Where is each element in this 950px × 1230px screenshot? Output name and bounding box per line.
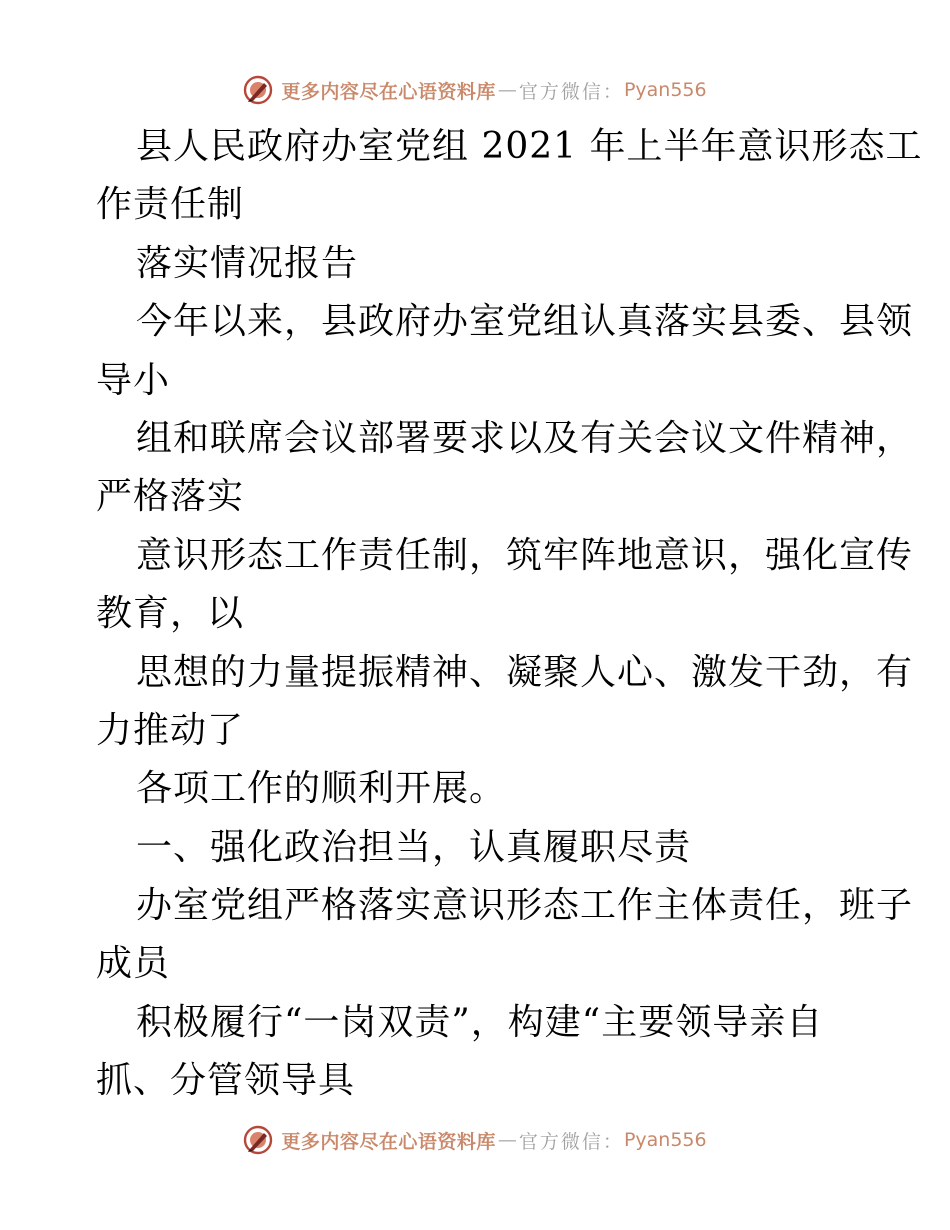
header-watermark [0,72,950,108]
document-line: 办室党组严格落实意识形态工作主体责任，班子 [136,885,914,927]
watermark-separator: — [497,1129,517,1151]
document-line: 今年以来，县政府办室党组认真落实县委、县领 [136,301,914,343]
document-line: 成员 [96,943,171,985]
document-line: 各项工作的顺利开展。 [136,768,507,810]
watermark-wechat-id: Pyan556 [623,1129,707,1151]
document-line: 力推动了 [96,709,245,751]
watermark-official-label: 官方微信： [518,1130,624,1153]
watermark-brand: 更多内容尽在心语资料库 [281,1130,496,1153]
document-line: 导小 [96,359,171,401]
document-line: 县人民政府办室党组 2021 年上半年意识形态工 [136,126,923,167]
watermark-separator: — [497,79,517,101]
pen-circle-logo-icon [243,75,273,105]
document-line: 作责任制 [96,184,245,226]
document-line: 严格落实 [96,476,245,518]
footer-watermark [0,1122,950,1158]
document-line: 意识形态工作责任制，筑牢阵地意识，强化宣传 [136,534,914,576]
watermark-wechat-id: Pyan556 [623,79,707,101]
document-line: 教育，以 [96,593,245,635]
document-line: 组和联席会议部署要求以及有关会议文件精神， [136,417,914,459]
document-body [96,118,923,1111]
document-line: 抓、分管领导具 [96,1060,356,1102]
watermark-brand: 更多内容尽在心语资料库 [281,80,496,103]
document-line: 落实情况报告 [136,242,359,284]
document-line: 积极履行“一岗双责”，构建“主要领导亲自 [136,1001,824,1043]
pen-circle-logo-icon [243,1125,273,1155]
section-heading: 一、强化政治担当，认真履职尽责 [136,826,692,868]
watermark-official-label: 官方微信： [518,80,624,103]
document-line: 思想的力量提振精神、凝聚人心、激发干劲，有 [136,651,914,693]
